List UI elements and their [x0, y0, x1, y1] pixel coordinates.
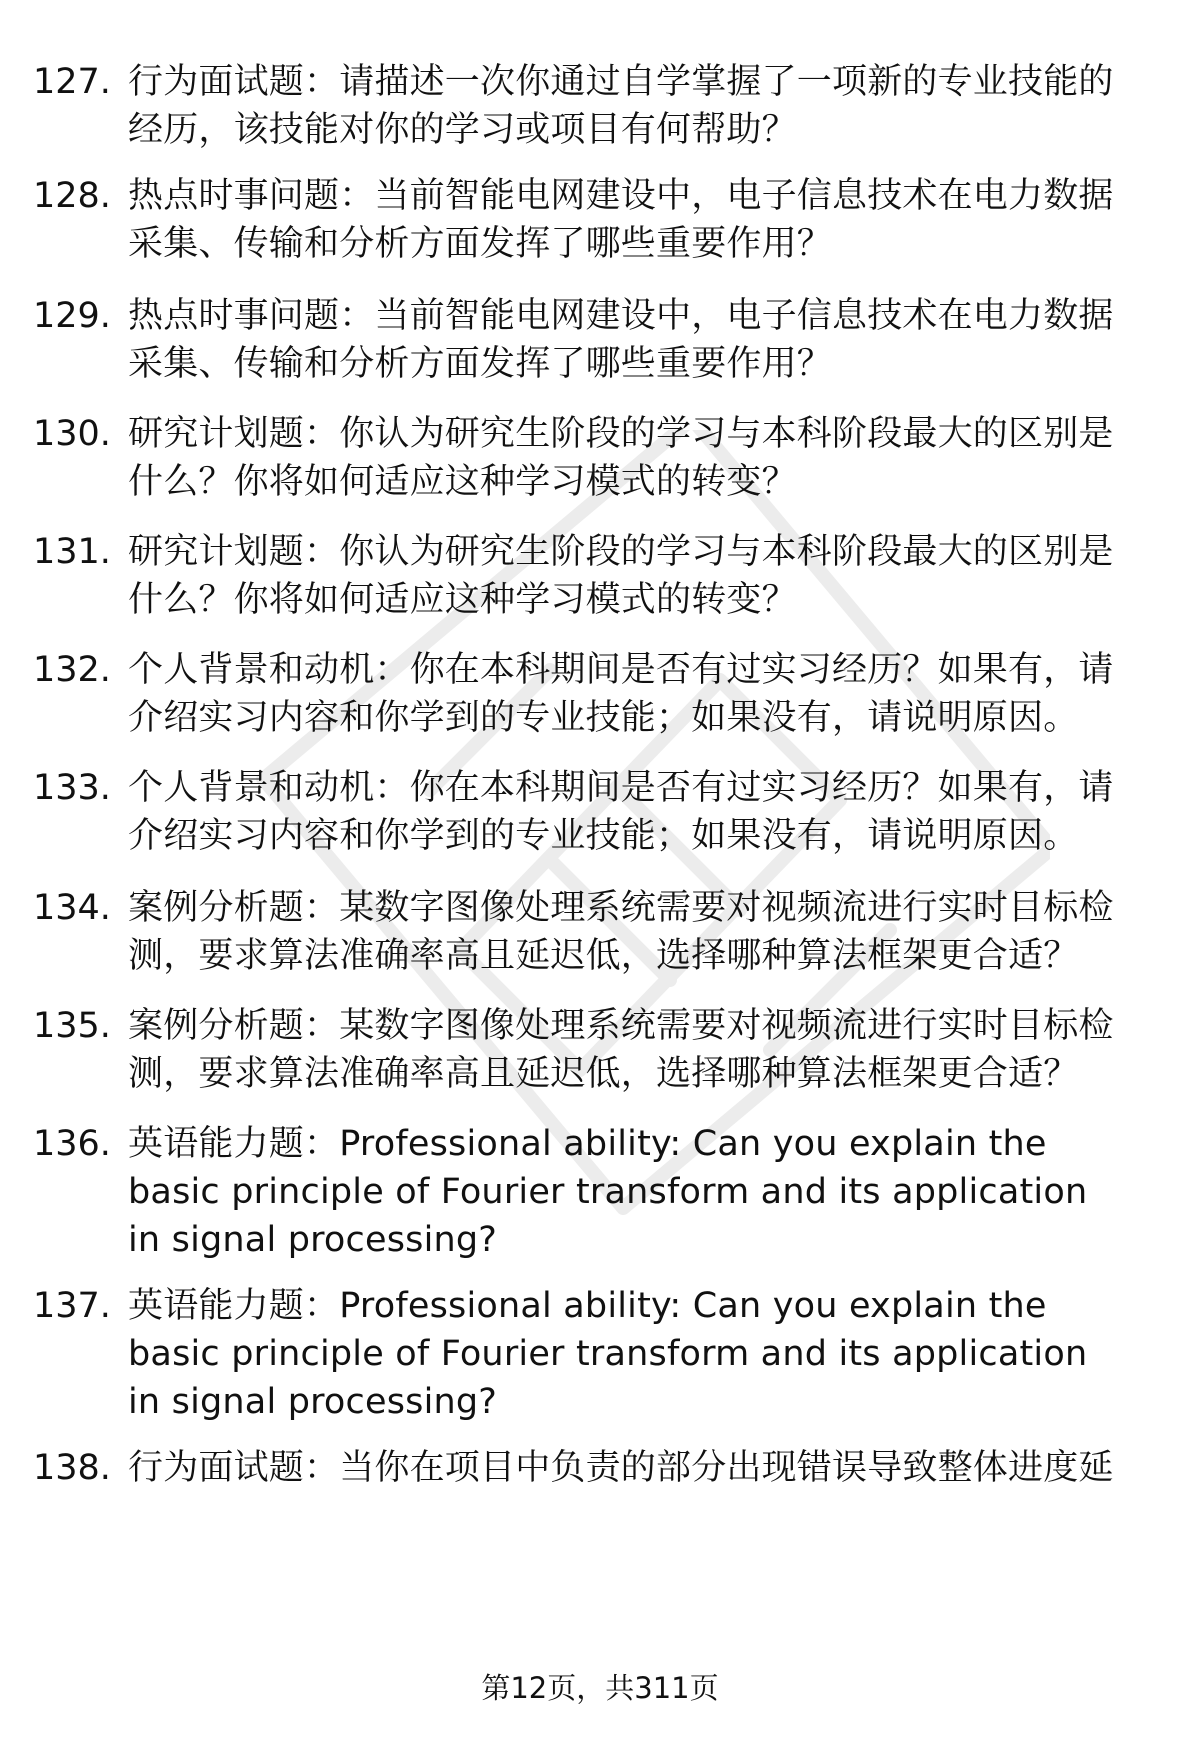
question-text: 热点时事问题：当前智能电网建设中，电子信息技术在电力数据采集、传输和分析方面发挥了哪些重要作用？ [128, 176, 1114, 264]
question-number: 128. [33, 176, 111, 216]
page-footer: 第12页，共311页 [481, 1671, 719, 1705]
question-number: 131. [33, 532, 111, 572]
question-text: 研究计划题：你认为研究生阶段的学习与本科阶段最大的区别是什么？你将如何适应这种学习模式的转变？ [128, 414, 1114, 502]
question-number: 135. [33, 1006, 111, 1046]
question-text: 个人背景和动机：你在本科期间是否有过实习经历？如果有，请介绍实习内容和你学到的专业技能；如果没有，请说明原因。 [128, 650, 1114, 738]
question-text: 研究计划题：你认为研究生阶段的学习与本科阶段最大的区别是什么？你将如何适应这种学习模式的转变？ [128, 532, 1114, 620]
question-number: 132. [33, 650, 111, 690]
question-text: 案例分析题：某数字图像处理系统需要对视频流进行实时目标检测，要求算法准确率高且延迟低，选择哪种算法框架更合适？ [128, 1006, 1114, 1094]
question-text: 热点时事问题：当前智能电网建设中，电子信息技术在电力数据采集、传输和分析方面发挥了哪些重要作用？ [128, 296, 1114, 384]
question-number: 127. [33, 62, 111, 102]
question-number: 137. [33, 1286, 111, 1326]
question-number: 133. [33, 768, 111, 808]
question-text: 个人背景和动机：你在本科期间是否有过实习经历？如果有，请介绍实习内容和你学到的专业技能；如果没有，请说明原因。 [128, 768, 1114, 856]
question-text: 行为面试题：请描述一次你通过自学掌握了一项新的专业技能的经历，该技能对你的学习或项目有何帮助？ [128, 62, 1114, 150]
question-number: 134. [33, 888, 111, 928]
question-text: 案例分析题：某数字图像处理系统需要对视频流进行实时目标检测，要求算法准确率高且延迟低，选择哪种算法框架更合适？ [128, 888, 1114, 976]
question-text: 英语能力题：Professional ability: Can you explain the basic principle of Fourier transform and its application in signal processing? [128, 1124, 1088, 1260]
question-number: 136. [33, 1124, 111, 1164]
question-text: 行为面试题：当你在项目中负责的部分出现错误导致整体进度延 [128, 1448, 1114, 1488]
question-text: 英语能力题：Professional ability: Can you explain the basic principle of Fourier transform and its application in signal processing? [128, 1286, 1088, 1422]
question-number: 129. [33, 296, 111, 336]
question-number: 138. [33, 1448, 111, 1488]
question-number: 130. [33, 414, 111, 454]
